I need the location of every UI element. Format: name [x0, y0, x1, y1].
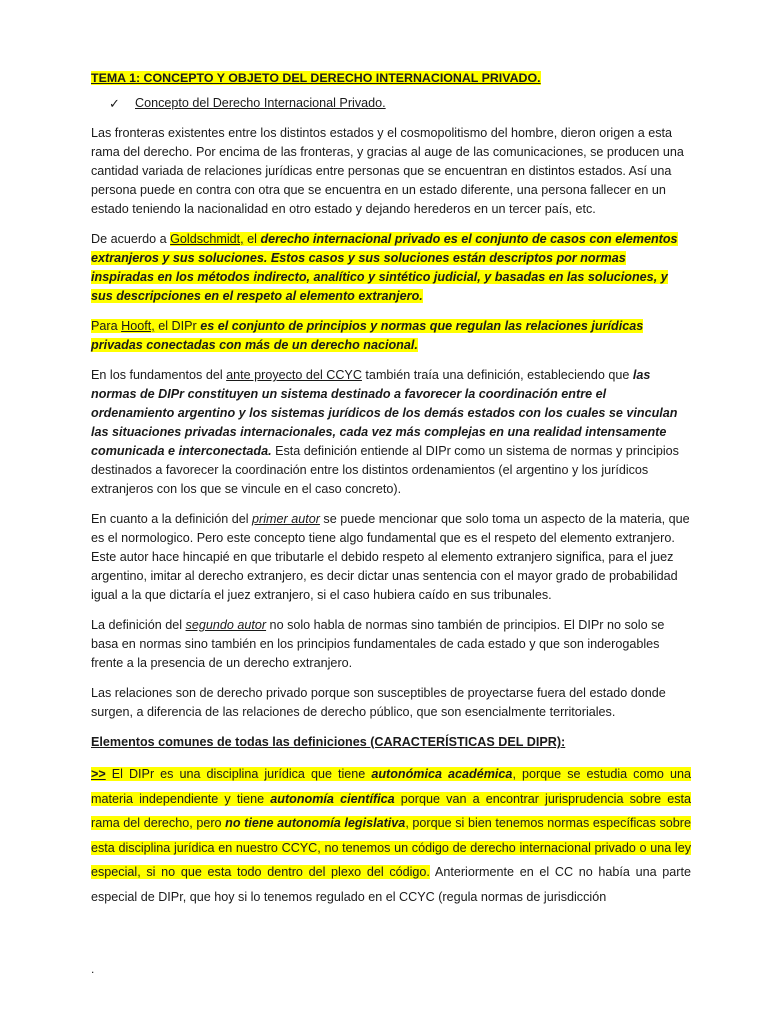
author-name: Hooft,: [121, 319, 155, 333]
text: no solo habla de normas sino también de principios. El DIPr no solo se basa en normas sino también en los principios fundamentales de cada estado y que son inderogables frente a la presencia de un derecho extranjero.: [91, 618, 665, 670]
definition-text: derecho internacional privado es el conjunto de casos con elementos extranjeros y sus soluciones. Estos casos y sus soluciones están descriptos por normas inspiradas en los métodos indirecto, analítico y sintético judicial, y basadas en las soluciones, y sus descripciones en el respeto al elemento extranjero.: [91, 232, 678, 303]
paragraph-first-author: [91, 510, 691, 605]
paragraph-ccyc: [91, 366, 691, 499]
section-heading: Elementos comunes de todas las definiciones (CARACTERÍSTICAS DEL DIPR):: [91, 735, 566, 749]
text: porque van a encontrar jurisprudencia sobre esta rama del derecho, pero: [91, 791, 692, 831]
text: se puede mencionar que solo toma un aspecto de la materia, que es el normologico. Pero este concepto tiene algo fundamental que es el respeto del elemento extranjero. Este autor hace hincapié en que tributarle el debido respeto al elemento extranjero significa, para el juez argentino, imitar al derecho extranjero, es decir dictar unas sentencia con el mayor grado de probabilidad igual a la que dictaría el juez extranjero, si el caso hubiera caído en sus tribunales.: [91, 512, 690, 602]
text: Esta definición entiende al DIPr como un sistema de normas y principios destinados a favorecer la coordinación entre los distintos ordenamientos (el argentino y los jurídicos extranjeros con los que se vincule en el caso concreto).: [91, 444, 679, 496]
paragraph-relations: Las relaciones son de derecho privado porque son susceptibles de proyectarse fuera del estado donde surgen, a diferencia de las relaciones de derecho público, que son esencialmente territoriales.: [91, 686, 666, 719]
paragraph-goldschmidt: [91, 230, 691, 306]
author-name: Goldschmidt,: [170, 232, 244, 246]
term-scientific: autonomía científica: [270, 791, 395, 806]
text: En cuanto a la definición del: [91, 512, 253, 526]
text: De acuerdo a: [91, 232, 171, 246]
text: el DIPr: [154, 319, 201, 333]
paragraph-intro: Las fronteras existentes entre los distintos estados y el cosmopolitismo del hombre, dieron origen a esta rama del derecho. Por encima de las fronteras, y gracias al auge de las comunicaciones, se producen una cantidad variada de relaciones jurídicas entre personas que se encuentran en distintos estados. Así una persona puede en contra con otra que se encuentra en un estado diferente, una persona fallecer en un estado teniendo la nacionalidad en otro estado y dejando herederos en un tercer país, etc.: [91, 126, 684, 216]
definition-text: las normas de DIPr constituyen un sistema destinado a favorecer la coordinación entre el ordenamiento argentino y los sistemas jurídicos de los demás estados con los cuales se vinculan las situaciones privadas internacionales, cada vez más complejas en una realidad intensamente comunicada e interconectada.: [91, 368, 678, 458]
paragraph-hooft: [91, 317, 691, 355]
text: En los fundamentos del: [91, 368, 227, 382]
text: , porque si bien tenemos normas específicas sobre esta disciplina jurídica en nuestro CCYC, no tenemos un código de derecho internacional privado o una ley especial, si no que esta todo dentro del plexo del código.: [91, 816, 691, 880]
document-body: [91, 69, 691, 910]
text: el: [243, 232, 261, 246]
bullet-text: Concepto del Derecho Internacional Privado.: [135, 96, 386, 110]
author-reference: segundo autor: [185, 618, 267, 632]
title-line: [91, 69, 691, 88]
term-legislative: no tiene autonomía legislativa: [225, 816, 406, 831]
definition-text: es el conjunto de principios y normas que regulan las relaciones jurídicas privadas conectadas con más de un derecho nacional.: [91, 319, 644, 352]
ccyc-reference: ante proyecto del CCYC: [226, 368, 362, 382]
bullet-item: [109, 94, 691, 113]
paragraph-second-author: [91, 616, 691, 673]
check-icon: ✓: [109, 96, 120, 111]
text: La definición del: [91, 618, 186, 632]
text: Para: [91, 319, 122, 333]
text: también traía una definición, estableciendo que: [361, 368, 633, 382]
text: El DIPr es una disciplina jurídica que tiene: [105, 767, 372, 781]
author-reference: primer autor: [252, 512, 320, 526]
term-academic: autonómica académica: [371, 767, 513, 781]
paragraph-characteristics: [91, 762, 691, 910]
text: , porque se estudia como una materia independiente y tiene: [91, 767, 691, 806]
document-title: TEMA 1: CONCEPTO Y OBJETO DEL DERECHO INTERNACIONAL PRIVADO.: [91, 71, 541, 85]
text: Anteriormente en el CC no había una parte especial de DIPr, que hoy si lo tenemos regulado en el CCYC (regula normas de jurisdicción: [91, 865, 691, 904]
page-footer-dot: .: [91, 962, 95, 976]
arrow-marker: >>: [91, 767, 106, 781]
